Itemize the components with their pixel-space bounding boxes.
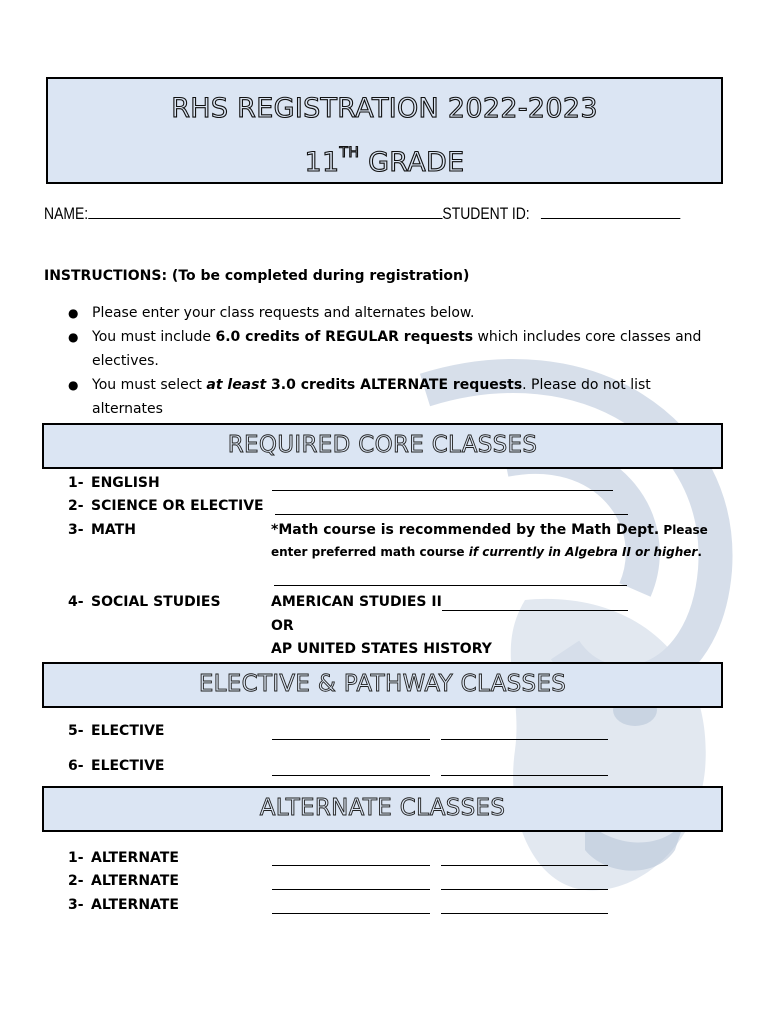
or-label: OR [271, 618, 294, 634]
row-number: 2- [68, 873, 84, 889]
elective-input-line[interactable] [441, 739, 608, 740]
ap-us-history-option: AP UNITED STATES HISTORY [271, 641, 492, 657]
grade-title [48, 145, 721, 178]
english-input-line[interactable] [272, 490, 613, 491]
math-input-line[interactable] [274, 585, 627, 586]
student-id-field[interactable] [541, 203, 680, 219]
row-number: 6- [68, 758, 84, 774]
math-note-line2: enter preferred math course if currently in Algebra II or higher. [271, 545, 702, 559]
grade-number: 11 [304, 147, 340, 178]
instructions-heading: INSTRUCTIONS: (To be completed during registration) [44, 268, 470, 284]
row-number: 5- [68, 723, 84, 739]
grade-word: GRADE [368, 147, 465, 178]
student-id-label: STUDENT ID: [442, 204, 530, 223]
row-number: 4- [68, 594, 84, 610]
alternate-input-line[interactable] [441, 913, 608, 914]
science-label: SCIENCE OR ELECTIVE [91, 498, 264, 514]
alternate-input-line[interactable] [272, 889, 430, 890]
name-student-id-row [44, 203, 610, 224]
elective-label: ELECTIVE [91, 723, 165, 739]
alternate-classes-banner [42, 786, 723, 832]
grade-superscript: TH [339, 145, 360, 161]
social-studies-input-line[interactable] [442, 610, 628, 611]
row-number: 1- [68, 850, 84, 866]
math-note-line1: *Math course is recommended by the Math Dept. Please [271, 522, 708, 538]
name-field[interactable] [88, 203, 442, 219]
social-studies-label: SOCIAL STUDIES [91, 594, 221, 610]
math-label: MATH [91, 522, 136, 538]
elective-input-line[interactable] [441, 775, 608, 776]
american-studies-option: AMERICAN STUDIES II [271, 594, 442, 610]
alternate-input-line[interactable] [272, 865, 430, 866]
row-number: 3- [68, 522, 84, 538]
title-banner [46, 77, 723, 184]
row-number: 3- [68, 897, 84, 913]
alternate-label: ALTERNATE [91, 897, 179, 913]
alternate-classes-title: ALTERNATE CLASSES [259, 795, 506, 821]
elective-input-line[interactable] [272, 775, 430, 776]
elective-label: ELECTIVE [91, 758, 165, 774]
instruction-item: ● You must select at least 3.0 credits ALTERNATE requests. Please do not list alternates [68, 377, 651, 417]
row-number: 2- [68, 498, 84, 514]
english-label: ENGLISH [91, 475, 160, 491]
core-classes-banner [42, 423, 723, 469]
science-input-line[interactable] [275, 514, 628, 515]
elective-classes-title: ELECTIVE & PATHWAY CLASSES [198, 671, 567, 697]
alternate-label: ALTERNATE [91, 850, 179, 866]
alternate-input-line[interactable] [441, 865, 608, 866]
alternate-label: ALTERNATE [91, 873, 179, 889]
core-classes-title: REQUIRED CORE CLASSES [227, 432, 538, 458]
row-number: 1- [68, 475, 84, 491]
alternate-input-line[interactable] [441, 889, 608, 890]
instruction-item: ● You must include 6.0 credits of REGULAR requests which includes core classes and electives. [68, 329, 702, 369]
instruction-item: ● Please enter your class requests and alternates below. [68, 305, 475, 321]
name-label: NAME: [44, 204, 89, 223]
elective-classes-banner [42, 662, 723, 708]
alternate-input-line[interactable] [272, 913, 430, 914]
elective-input-line[interactable] [272, 739, 430, 740]
form-title: RHS REGISTRATION 2022-2023 [171, 93, 598, 124]
